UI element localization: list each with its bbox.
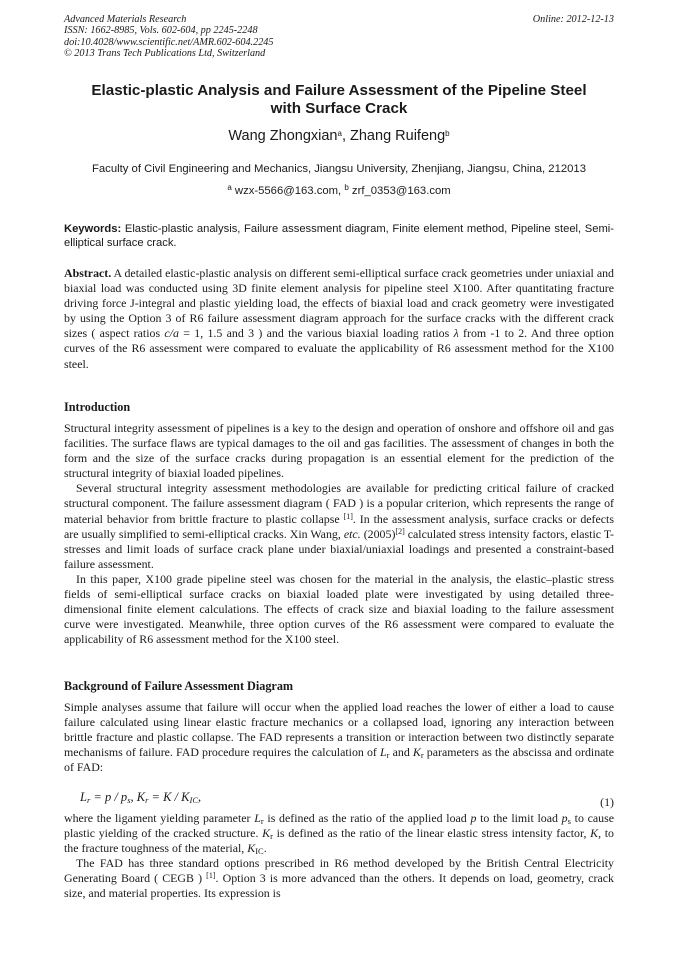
lr-subscript: r xyxy=(386,750,390,761)
bg-p3-text-a: The FAD has three standard options prescribed in R6 method developed by the British Central Electricity Generating Board ( CEGB ) xyxy=(64,856,614,886)
author-separator: , xyxy=(341,128,351,144)
intro-p2-text-d: calculated stress intensity factors, elastic T-stresses and limit loads of surface crack plane under biaxial/uniaxial loadings and presented a constraint-based failure assessment. xyxy=(64,526,614,571)
citation-1-again[interactable]: [1] xyxy=(206,871,216,881)
bg-p1-text-a: Simple analyses assume that failure will occur when the applied load reaches the lower of either a load to cause failure calculated using linear elastic fracture mechanics or a collapsed load, ignoring any interaction between brittle fracture and plastic collapse. The FAD represents a transition or interaction between two distinctly separate mechanisms of failure. FAD procedure requires the calculation of xyxy=(64,700,614,760)
ps-symbol: p xyxy=(561,811,568,825)
equation-1 xyxy=(80,790,201,805)
lr-symbol: L xyxy=(380,745,387,760)
lambda-symbol: λ xyxy=(453,326,459,341)
background-heading: Background of Failure Assessment Diagram xyxy=(64,679,294,693)
copyright-line: © 2013 Trans Tech Publications Ltd, Switzerland xyxy=(64,48,266,60)
paper-title xyxy=(64,82,614,118)
keywords-label: Keywords: xyxy=(64,223,122,235)
bg-and: and xyxy=(389,745,413,760)
kr-subscript-2: r xyxy=(270,831,273,842)
intro-p2-text-b: . In the assessment analysis, surface cracks or defects are usually simplified to semi-elliptical cracks. Xin Wang, xyxy=(64,511,614,541)
keywords-text: Elastic-plastic analysis, Failure assessment diagram, Finite element method, Pipeline steel, Semi-elliptical surface crack. xyxy=(64,223,614,249)
eq-l-sub: r xyxy=(86,795,91,805)
journal-name: Advanced Materials Research xyxy=(64,14,187,25)
abstract-text-2: = 1, 1.5 and 3 ) and the various biaxial loading ratios xyxy=(178,326,454,341)
k-symbol: K xyxy=(590,826,599,841)
kic-subscript: IC xyxy=(255,846,264,857)
background-body-2 xyxy=(64,811,614,902)
introduction-heading: Introduction xyxy=(64,400,131,414)
lr-subscript-2: r xyxy=(260,816,264,826)
eq-mid: = p / p xyxy=(90,790,128,804)
eq-ps-sub: s xyxy=(127,795,131,805)
bg-p2-text-b: is defined as the ratio of the applied load xyxy=(263,811,471,825)
intro-paragraph-3: In this paper, X100 grade pipeline steel was chosen for the material in the analysis, the elastic–plastic stress fields of semi-elliptical surface cracks on biaxial loaded plate were investigated by using detailed three-dimensional finite element calculations. The effects of crack size and biaxial loading to the failure assessment curve were investigated. Meanwhile, three option curves of the R6 assessment were compared to evaluate the applicability of R6 assessment method for the X100 steel. xyxy=(64,571,614,647)
issn-line: ISSN: 1662-8985, Vols. 602-604, pp 2245-2248 xyxy=(64,25,258,37)
eq-k-sub: r xyxy=(145,795,149,805)
p-symbol: p xyxy=(470,811,477,825)
author-2-mark: b xyxy=(445,129,450,138)
intro-paragraph-1: Structural integrity assessment of pipelines is a key to the design and operation of onshore and offshore oil and gas facilities. The surface flaws are typical damages to the oil and gas facilities. The assessment of changes in both the form and the size of the surface cracks during propagation is an essential element for the prediction of the structural integrity of biaxial loaded pipelines. xyxy=(64,421,614,481)
background-body-1 xyxy=(64,700,614,775)
author-1: Wang Zhongxian xyxy=(228,128,338,144)
eq-k: = K / K xyxy=(148,790,190,804)
email-line xyxy=(64,185,614,197)
affiliation: Faculty of Civil Engineering and Mechanics, Jiangsu University, Zhenjiang, Jiangsu, China, 212013 xyxy=(92,163,586,175)
bg-p2-text-f: , to the fracture toughness of the material, xyxy=(64,826,615,856)
bg-p2-text-d: to cause plastic yielding of the cracked structure. xyxy=(64,811,615,841)
email-b-mark: b xyxy=(344,183,349,192)
bg-p2-text-g: . xyxy=(263,841,267,856)
etc-text: etc. xyxy=(343,526,361,541)
author-2: Zhang Ruifeng xyxy=(350,128,446,144)
online-date: Online: 2012-12-13 xyxy=(532,14,614,25)
citation-1[interactable]: [1] xyxy=(343,511,353,521)
lr-symbol-2: L xyxy=(254,811,261,825)
abstract xyxy=(64,266,614,372)
intro-p2-text-c: (2005) xyxy=(360,526,396,541)
kr-symbol: K xyxy=(412,745,421,760)
author-1-mark: a xyxy=(337,129,342,138)
aspect-ratio-symbol: c/a xyxy=(164,326,179,341)
bg-p3-text-b: . Option 3 is more advanced than the others. It depends on load, geometry, crack size, and material properties. Its expression is xyxy=(64,871,614,901)
intro-p2-text-a: Several structural integrity assessment methodologies are available for predicting critical failure of cracked structural component. The failure assessment diagram ( FAD ) is a popular criterion, which represents the range of material behavior from brittle fracture to plastic collapse xyxy=(64,481,614,526)
title-line-2: with Surface Crack xyxy=(270,100,408,117)
bg-p2-text-a: where the ligament yielding parameter xyxy=(64,811,255,825)
bg-p2-text-c: to the limit load xyxy=(476,811,562,825)
keywords xyxy=(64,222,614,250)
introduction-body xyxy=(64,421,614,647)
kic-symbol: K xyxy=(247,841,256,856)
abstract-label: Abstract. xyxy=(64,266,112,280)
journal-header xyxy=(64,14,614,60)
bg-p1-text-b: parameters as the abscissa and ordinate of FAD: xyxy=(64,745,614,775)
doi-line[interactable]: doi:10.4028/www.scientific.net/AMR.602-604.2245 xyxy=(64,36,274,48)
title-line-1: Elastic-plastic Analysis and Failure Assessment of the Pipeline Steel xyxy=(91,82,587,99)
bg-paragraph-3 xyxy=(64,856,614,901)
intro-paragraph-2 xyxy=(64,481,614,572)
email-b[interactable]: zrf_0353@163.com xyxy=(348,185,451,197)
eq-end: , xyxy=(198,790,202,804)
bg-p2-text-e: is defined as the ratio of the linear elastic stress intensity factor, xyxy=(272,826,591,841)
ps-subscript: s xyxy=(567,816,571,826)
eq-kic-sub: IC xyxy=(189,795,198,805)
eq-comma: , K xyxy=(130,790,146,804)
kr-symbol-2: K xyxy=(262,826,271,841)
citation-2[interactable]: [2] xyxy=(395,526,405,536)
email-a[interactable]: wzx-5566@163.com, xyxy=(231,185,345,197)
author-list xyxy=(64,128,614,144)
equation-number: (1) xyxy=(600,795,614,809)
email-a-mark: a xyxy=(227,183,232,192)
abstract-text-3: from -1 to 2. And three option curves of the R6 assessment were compared to evaluate the applicability of R6 assessment method for the X100 steel. xyxy=(64,326,614,371)
eq-l: L xyxy=(80,790,87,804)
kr-subscript: r xyxy=(420,750,424,761)
abstract-text-1: A detailed elastic-plastic analysis on different semi-elliptical surface crack geometries under uniaxial and biaxial load was conducted using 3D finite element analysis for pipeline steel X100. After quantitating fracture driving force J-integral and plastic yielding load, the effects of biaxial load and crack geometry were investigated by using the Option 3 of R6 failure assessment diagram approach for the surface cracks with the different crack sizes ( aspect ratios xyxy=(64,266,614,341)
